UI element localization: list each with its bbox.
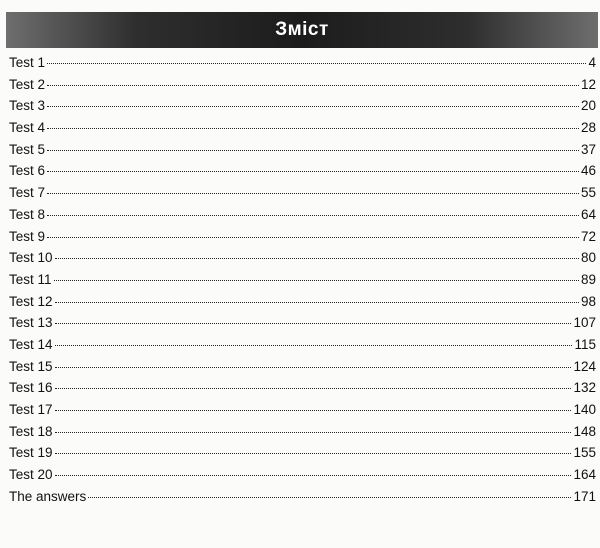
toc-entry — [9, 334, 596, 356]
dot-leader — [55, 258, 579, 259]
dot-leader — [88, 497, 571, 498]
toc-entry-label: Test 14 — [9, 336, 53, 352]
toc-entry-page-number: 46 — [580, 163, 596, 179]
toc-entry-page-number: 80 — [580, 250, 596, 266]
toc-entry — [9, 247, 596, 269]
toc-entry — [9, 356, 596, 378]
toc-entry-label: Test 5 — [9, 141, 46, 157]
dot-leader — [47, 237, 579, 238]
toc-entry-label: Test 20 — [9, 467, 53, 483]
dot-leader — [47, 171, 579, 172]
toc-entry — [9, 95, 596, 117]
table-of-contents — [9, 52, 596, 507]
toc-entry — [9, 117, 596, 139]
toc-entry-label: Test 2 — [9, 76, 46, 92]
toc-entry-label: Test 10 — [9, 250, 53, 266]
toc-entry-page-number: 115 — [574, 336, 596, 352]
dot-leader — [55, 410, 572, 411]
toc-entry-label: Test 6 — [9, 163, 46, 179]
toc-entry-page-number: 72 — [580, 228, 596, 244]
toc-entry-label: Test 7 — [9, 185, 46, 201]
dot-leader — [55, 323, 572, 324]
toc-entry-label: Test 8 — [9, 206, 46, 222]
toc-entry-page-number: 124 — [573, 358, 596, 374]
toc-entry — [9, 269, 596, 291]
toc-entry — [9, 52, 596, 74]
dot-leader — [47, 215, 579, 216]
toc-entry-page-number: 20 — [580, 98, 596, 114]
toc-entry-page-number: 171 — [573, 488, 596, 504]
toc-entry-label: Test 15 — [9, 358, 53, 374]
toc-entry-page-number: 4 — [588, 55, 596, 70]
dot-leader — [47, 150, 579, 151]
toc-entry-page-number: 98 — [580, 293, 596, 309]
toc-entry-label: Test 11 — [9, 271, 52, 287]
toc-entry-page-number: 28 — [580, 120, 596, 136]
dot-leader — [55, 475, 572, 476]
toc-entry — [9, 399, 596, 421]
toc-entry — [9, 312, 596, 334]
dot-leader — [47, 193, 579, 194]
toc-entry-label: Test 19 — [9, 445, 53, 461]
toc-entry — [9, 377, 596, 399]
toc-entry-page-number: 140 — [573, 402, 596, 417]
toc-entry — [9, 421, 596, 443]
toc-entry-page-number: 12 — [580, 76, 596, 92]
toc-entry-label: Test 18 — [9, 423, 53, 439]
toc-entry-label: Test 12 — [9, 293, 53, 309]
toc-entry — [9, 160, 596, 182]
toc-entry-label: The answers — [9, 488, 87, 504]
dot-leader — [47, 85, 579, 86]
toc-entry-page-number: 64 — [580, 206, 596, 222]
toc-entry — [9, 442, 596, 464]
toc-entry-label: Test 17 — [9, 402, 53, 417]
toc-entry — [9, 139, 596, 161]
dot-leader — [55, 302, 579, 303]
dot-leader — [55, 432, 572, 433]
toc-entry-page-number: 55 — [580, 185, 596, 201]
dot-leader — [55, 453, 572, 454]
toc-entry-label: Test 9 — [9, 228, 46, 244]
toc-entry — [9, 74, 596, 96]
toc-entry-label: Test 4 — [9, 120, 46, 136]
toc-entry-page-number: 155 — [573, 445, 596, 461]
toc-entry-page-number: 37 — [580, 141, 596, 157]
toc-entry-label: Test 3 — [9, 98, 46, 114]
toc-entry-page-number: 107 — [573, 315, 596, 331]
toc-entry-label: Test 16 — [9, 380, 53, 396]
toc-entry-label: Test 13 — [9, 315, 53, 331]
toc-entry-page-number: 148 — [573, 423, 596, 439]
toc-entry — [9, 204, 596, 226]
toc-header-banner — [6, 12, 598, 48]
toc-entry — [9, 182, 596, 204]
toc-entry — [9, 291, 596, 313]
toc-entry-page-number: 164 — [573, 467, 596, 483]
dot-leader — [55, 367, 572, 368]
dot-leader — [54, 280, 579, 281]
dot-leader — [47, 128, 579, 129]
toc-entry — [9, 486, 596, 508]
toc-entry — [9, 464, 596, 486]
dot-leader — [47, 63, 586, 64]
toc-entry-page-number: 132 — [573, 380, 596, 396]
page-title: Зміст — [275, 19, 329, 40]
toc-entry-page-number: 89 — [580, 271, 596, 287]
toc-entry — [9, 226, 596, 248]
dot-leader — [55, 345, 573, 346]
toc-entry-label: Test 1 — [9, 55, 46, 70]
dot-leader — [55, 388, 572, 389]
dot-leader — [47, 106, 579, 107]
